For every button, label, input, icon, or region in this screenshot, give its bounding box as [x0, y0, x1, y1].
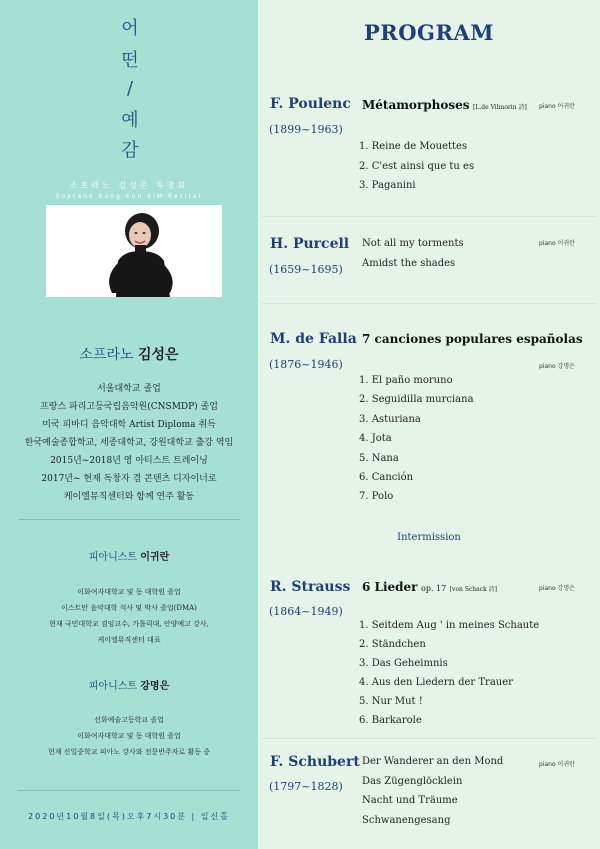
song-item: 3. Paganini — [359, 180, 416, 191]
song-item: 6. Barkarole — [359, 715, 422, 726]
divider — [18, 519, 240, 520]
song-item: Das Zügenglöcklein — [362, 776, 463, 787]
section-divider — [262, 303, 596, 304]
work-title — [362, 332, 583, 346]
work-note: [von Schack 詩] — [449, 586, 497, 593]
soprano-role: 소프라노 — [79, 347, 134, 363]
composer-name: F. Schubert — [270, 754, 360, 770]
soprano-portrait-photo — [46, 205, 222, 297]
work-opus: op. 17 — [421, 584, 447, 593]
song-item: 5. Nur Mut ! — [359, 696, 423, 707]
song-item: Nacht und Träume — [362, 795, 458, 806]
bio-line: 프랑스 파리고등국립음악원(CNSMDP) 졸업 — [40, 402, 218, 412]
composer-years: (1797~1828) — [269, 780, 343, 793]
soprano-heading — [0, 344, 258, 364]
title-char-4: 예 — [121, 110, 139, 131]
work-title — [362, 580, 497, 594]
title-char-1: 어 — [121, 18, 139, 39]
pianist2-role: 피아니스트 — [88, 681, 138, 692]
work-name: Métamorphoses — [362, 98, 470, 112]
bio-line: 케이엘뮤직센터 대표 — [97, 636, 161, 644]
pianist-credit: piano 이귀란 — [539, 240, 575, 247]
song-item: 2. Ständchen — [359, 639, 426, 650]
composer-years: (1876~1946) — [269, 358, 343, 371]
soprano-bio — [0, 380, 258, 506]
bio-line: 현재 신일중학교 피아노 강사와 전문반주자로 활동 중 — [47, 748, 211, 756]
intermission-label: Intermission — [397, 532, 461, 543]
pianist-credit: piano 강명은 — [539, 585, 575, 592]
pianist2-bio — [0, 712, 258, 760]
work-title — [362, 98, 527, 112]
composer-years: (1659~1695) — [269, 263, 343, 276]
song-item: Amidst the shades — [362, 258, 456, 269]
composer-years: (1864~1949) — [269, 605, 343, 618]
composer-years: (1899~1963) — [269, 123, 343, 136]
song-item: 4. Jota — [359, 433, 392, 444]
recital-subtitle-korean: 소프라노 김성은 독창회 — [69, 181, 189, 190]
pianist1-role: 피아니스트 — [88, 552, 138, 563]
pianist2-heading — [0, 677, 258, 692]
pianist1-name: 이귀란 — [140, 552, 170, 563]
title-char-2: 떤 — [121, 50, 139, 71]
song-item: 2. C'est ainsi que tu es — [359, 161, 475, 172]
pianist1-bio — [0, 584, 258, 648]
recital-subtitle-english: Soprano Sung-Eun KIM Recital — [55, 193, 203, 200]
song-item: 1. Seitdem Aug ' in meines Schaute — [359, 620, 540, 631]
portrait-illustration — [46, 205, 222, 297]
pianist-credit: piano 강명은 — [539, 363, 575, 370]
pianist-credit: piano 이귀란 — [539, 761, 575, 768]
composer-name: M. de Falla — [270, 331, 357, 347]
pianist1-heading — [0, 548, 258, 563]
song-item: 1. Reine de Mouettes — [359, 141, 468, 152]
bio-line: 2015년~2018년 영 아티스트 트레이닝 — [50, 456, 208, 466]
section-divider — [262, 738, 596, 739]
song-item: 5. Nana — [359, 453, 399, 464]
song-item: 6. Canción — [359, 472, 414, 483]
bio-line: 서울대학교 졸업 — [97, 384, 161, 394]
concert-date-venue: 2020년10월8일(목)오후7시30분 | 일신홀 — [28, 812, 230, 821]
work-name: 7 canciones populares españolas — [362, 332, 583, 346]
work-note: [L.de Vilmorin 詩] — [473, 104, 527, 111]
title-char-5: 감 — [121, 140, 139, 161]
work-name: 6 Lieder — [362, 580, 418, 594]
song-item: 7. Polo — [359, 491, 394, 502]
song-item: Not all my torments — [362, 238, 464, 249]
song-item: 1. El paño moruno — [359, 375, 453, 386]
bio-line: 이스트만 음악대학 석사 및 박사 졸업(DMA) — [61, 604, 197, 612]
song-item: Der Wanderer an den Mond — [362, 756, 504, 767]
song-item: 3. Asturiana — [359, 414, 421, 425]
song-item: 3. Das Geheimnis — [359, 658, 448, 669]
section-divider — [262, 216, 596, 217]
pianist-credit: piano 이귀란 — [539, 103, 575, 110]
bio-line: 2017년~ 현재 독창자 겸 콘텐츠 디자이너로 — [41, 474, 217, 484]
soprano-name: 김성은 — [137, 347, 179, 363]
program-title: PROGRAM — [364, 20, 494, 45]
bio-line: 한국예술종합학교, 세종대학교, 강원대학교 출강 역임 — [24, 438, 234, 448]
bio-line: 미국 피바디 음악대학 Artist Diploma 취득 — [42, 420, 216, 430]
divider — [18, 790, 240, 791]
bio-line: 이화여자대학교 및 동 대학원 졸업 — [77, 588, 181, 596]
bio-line: 케이엘뮤직센터와 함께 연주 활동 — [63, 492, 195, 502]
composer-name: F. Poulenc — [270, 96, 351, 112]
composer-name: R. Strauss — [270, 579, 351, 595]
song-item: 4. Aus den Liedern der Trauer — [359, 677, 513, 688]
song-item: Schwanengesang — [362, 815, 451, 826]
composer-name: H. Purcell — [270, 236, 350, 252]
bio-line: 이화여자대학교 및 동 대학원 졸업 — [77, 732, 181, 740]
bio-line: 현재 국민대학교 겸임교수, 가톨릭대, 안양예고 강사, — [49, 620, 209, 628]
title-char-3: / — [126, 78, 134, 99]
bio-line: 선화예술고등학교 졸업 — [94, 716, 164, 724]
pianist2-name: 강명은 — [140, 681, 170, 692]
song-item: 2. Seguidilla murciana — [359, 394, 474, 405]
